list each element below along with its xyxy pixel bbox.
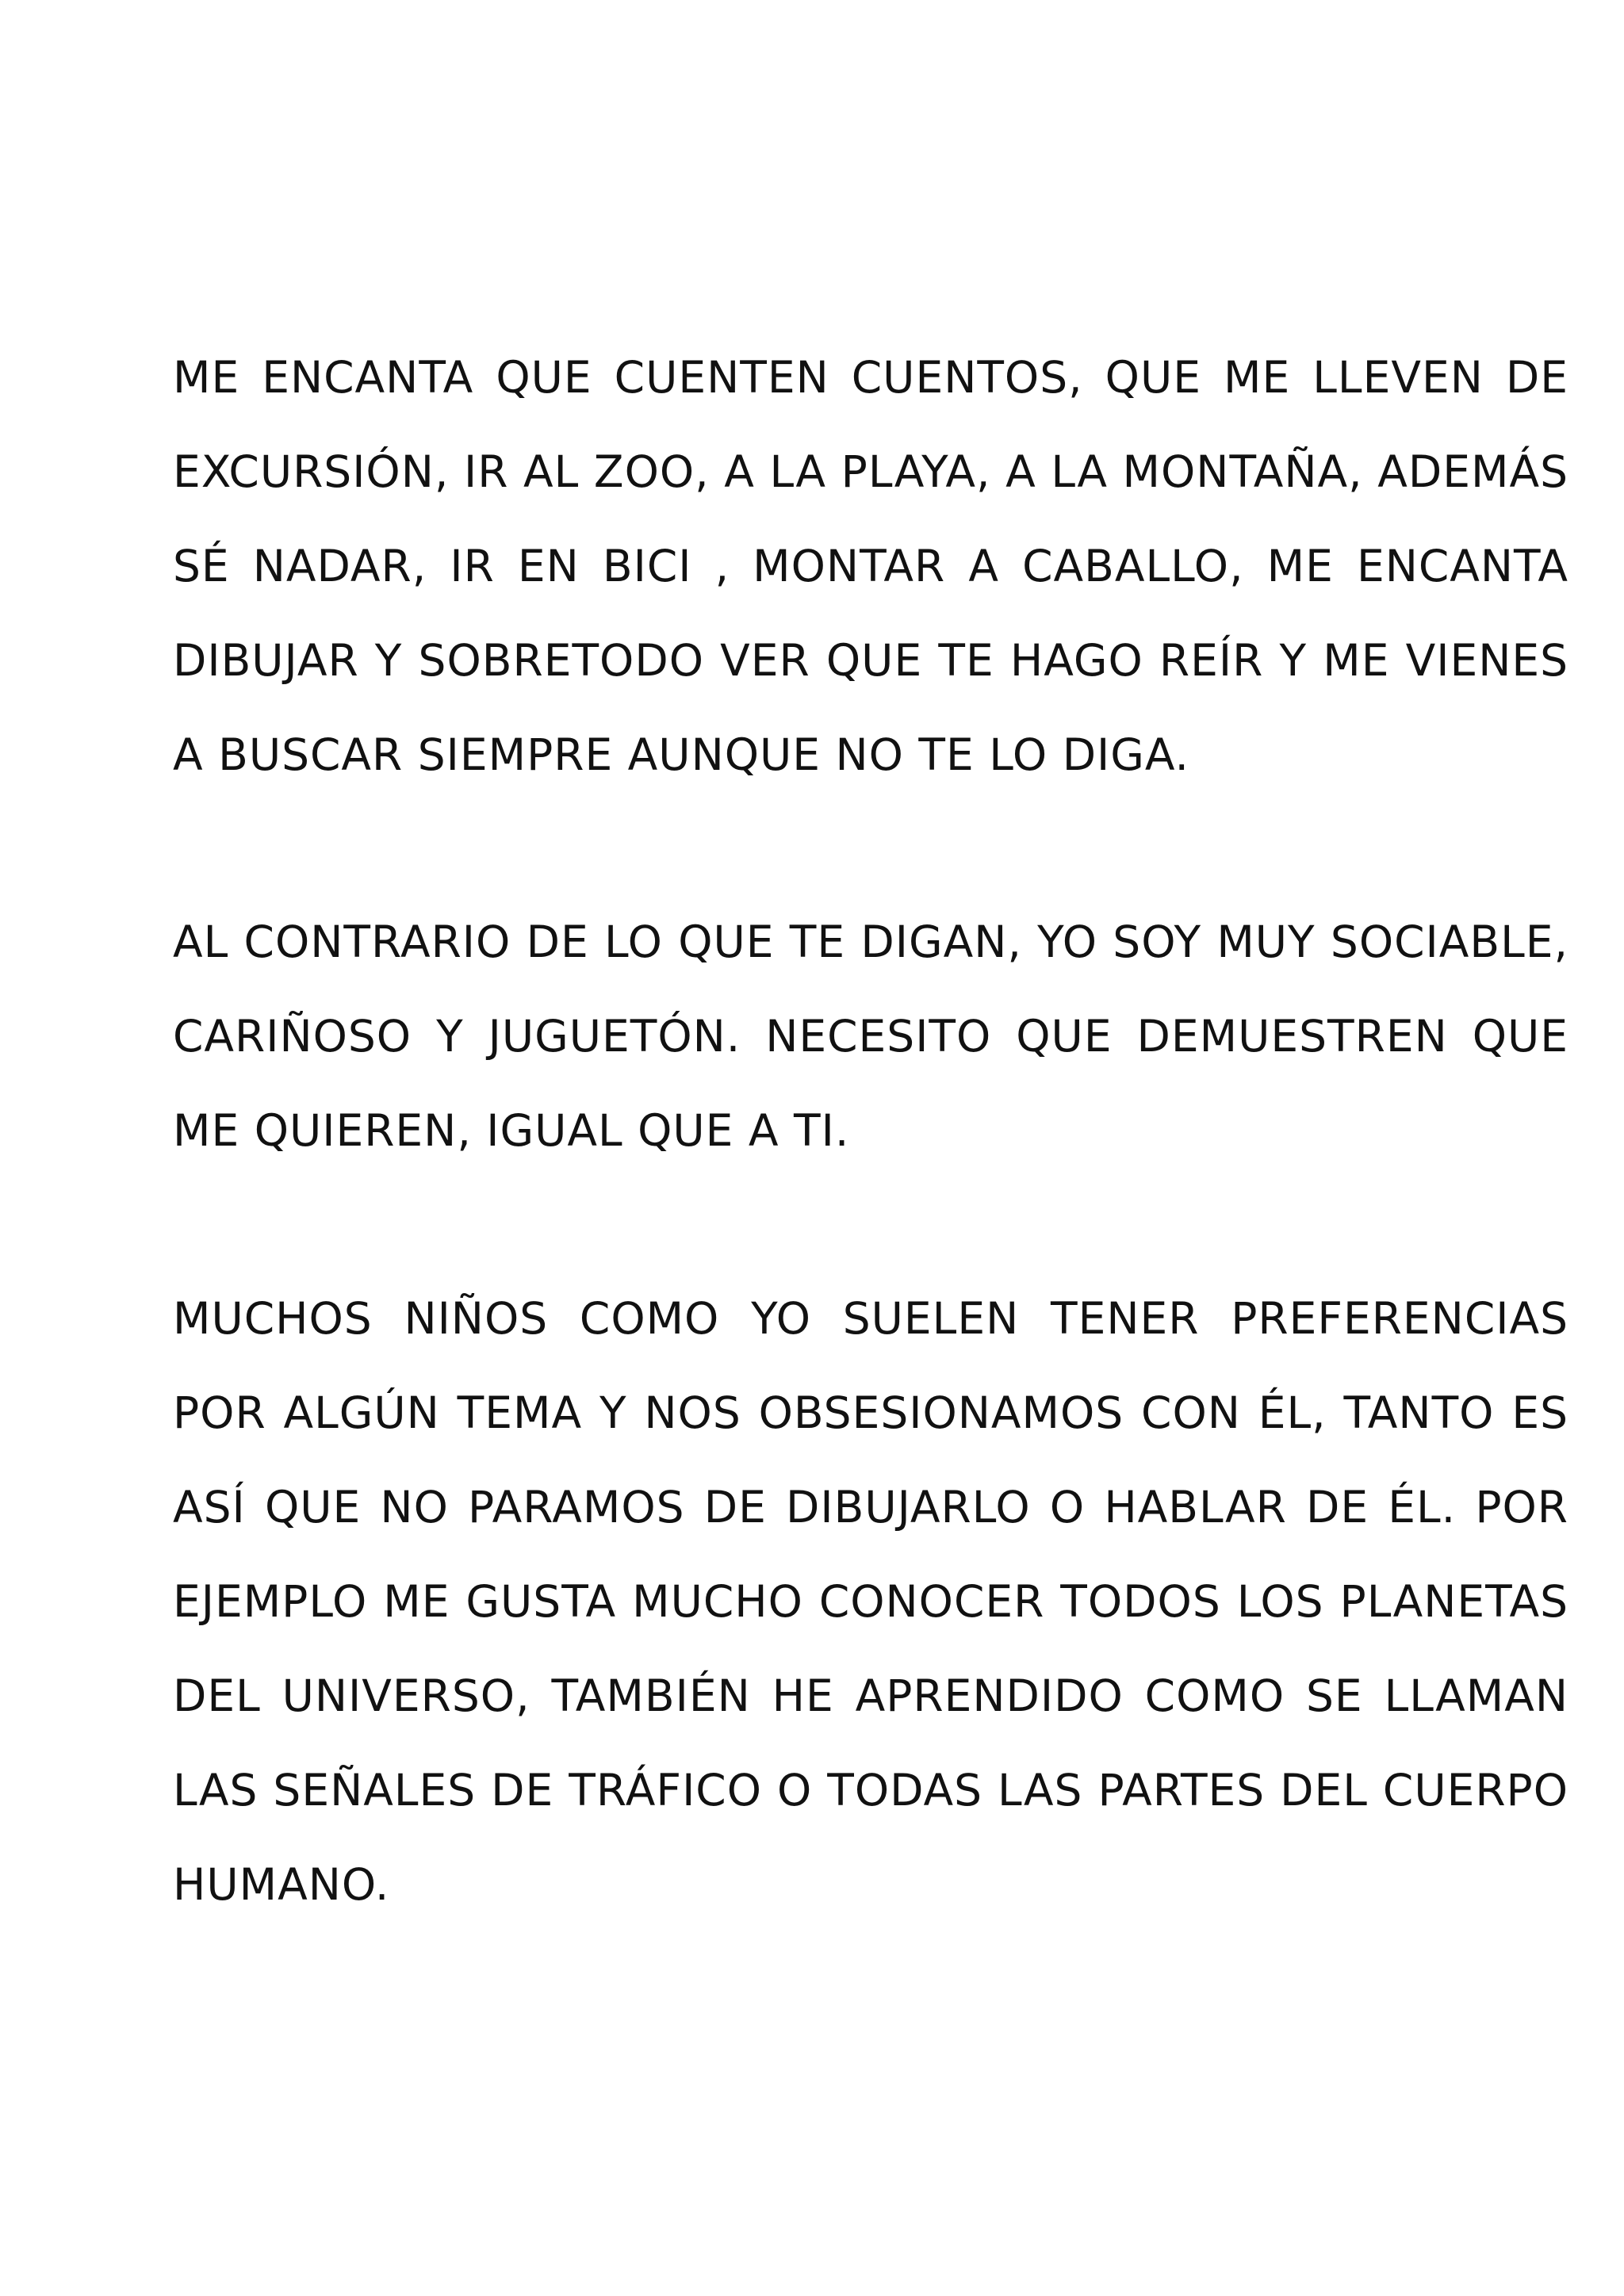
paragraph-2: AL CONTRARIO DE LO QUE TE DIGAN, YO SOY MUY SOCIABLE, CARIÑOSO Y JUGUETÓN. NECESITO QUE DEMUESTREN QUE ME QUIEREN, IGUAL QUE A TI. <box>173 916 1568 1156</box>
paragraph-1: ME ENCANTA QUE CUENTEN CUENTOS, QUE ME LLEVEN DE EXCURSIÓN, IR AL ZOO, A LA PLAYA, A LA MONTAÑA, ADEMÁS SÉ NADAR, IR EN BICI , MONTAR A CABALLO, ME ENCANTA DIBUJAR Y SOBRETODO VER QUE TE HAGO REÍR Y ME VIENES A BUSCAR SIEMPRE AUNQUE NO TE LO DIGA. <box>173 352 1568 780</box>
paragraph-3: MUCHOS NIÑOS COMO YO SUELEN TENER PREFERENCIAS POR ALGÚN TEMA Y NOS OBSESIONAMOS CON ÉL, TANTO ES ASÍ QUE NO PARAMOS DE DIBUJARLO O HABLAR DE ÉL. POR EJEMPLO ME GUSTA MUCHO CONOCER TODOS LOS PLANETAS DEL UNIVERSO, TAMBIÉN HE APRENDIDO COMO SE LLAMAN LAS SEÑALES DE TRÁFICO O TODAS LAS PARTES DEL CUERPO HUMANO. <box>173 1293 1568 1910</box>
